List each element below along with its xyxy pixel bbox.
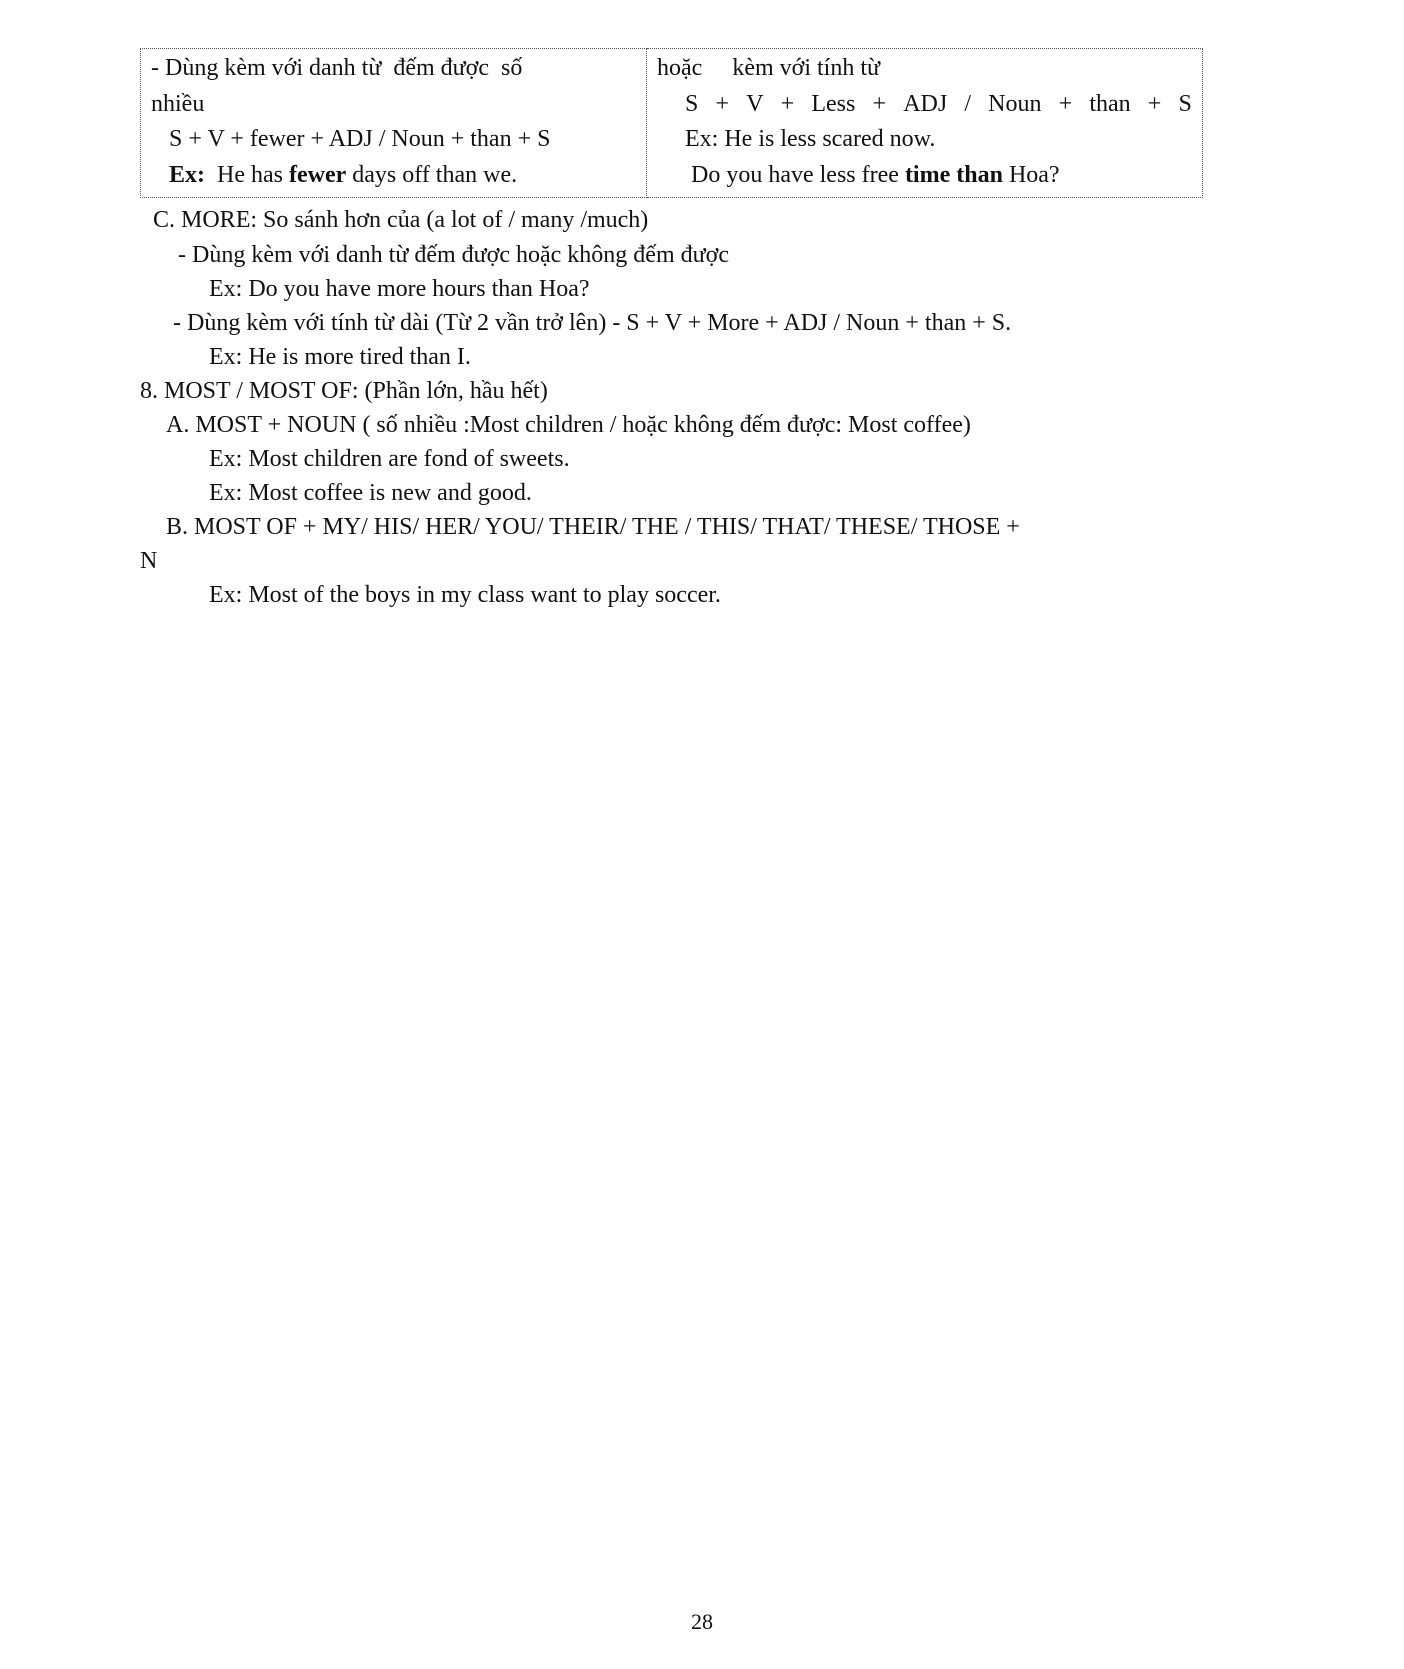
most-example-2: Ex: Most coffee is new and good. bbox=[209, 480, 532, 506]
grammar-table bbox=[140, 48, 1203, 198]
more-example-2: Ex: He is more tired than I. bbox=[209, 344, 471, 370]
more-usage-1: - Dùng kèm với danh từ đếm được hoặc không đếm được bbox=[178, 242, 729, 268]
most-rule-a: A. MOST + NOUN ( số nhiều :Most children / hoặc không đếm được: Most coffee) bbox=[166, 412, 971, 438]
most-example-3: Ex: Most of the boys in my class want to play soccer. bbox=[209, 582, 721, 608]
table-cell-less bbox=[647, 49, 1203, 198]
most-rule-b: B. MOST OF + MY/ HIS/ HER/ YOU/ THEIR/ THE / THIS/ THAT/ THESE/ THOSE + bbox=[166, 514, 1020, 540]
less-example-1: Ex: He is less scared now. bbox=[685, 126, 936, 152]
fewer-usage-line-2: nhiều bbox=[151, 90, 205, 117]
table-row bbox=[141, 49, 1203, 198]
fewer-formula: S + V + fewer + ADJ / Noun + than + S bbox=[169, 126, 551, 152]
most-example-1: Ex: Most children are fond of sweets. bbox=[209, 446, 570, 472]
less-formula: S + V + Less + ADJ / Noun + than + S bbox=[685, 90, 1192, 117]
less-usage-line: hoặc kèm với tính từ bbox=[657, 55, 881, 81]
more-usage-2: - Dùng kèm với tính từ dài (Từ 2 vần trở lên) - S + V + More + ADJ / Noun + than + S. bbox=[173, 310, 1012, 336]
fewer-example: Ex: He has fewer days off than we. bbox=[169, 161, 518, 188]
section-heading-more: C. MORE: So sánh hơn của (a lot of / many /much) bbox=[153, 207, 649, 233]
more-example-1: Ex: Do you have more hours than Hoa? bbox=[209, 276, 590, 302]
fewer-usage-line: - Dùng kèm với danh từ đếm được số bbox=[151, 55, 523, 81]
page-number: 28 bbox=[691, 1609, 713, 1634]
table-cell-fewer bbox=[141, 49, 647, 198]
most-rule-b-wrap: N bbox=[140, 548, 158, 574]
less-example-2: Do you have less free time than Hoa? bbox=[691, 161, 1060, 188]
section-heading-most: 8. MOST / MOST OF: (Phần lớn, hầu hết) bbox=[140, 378, 548, 404]
